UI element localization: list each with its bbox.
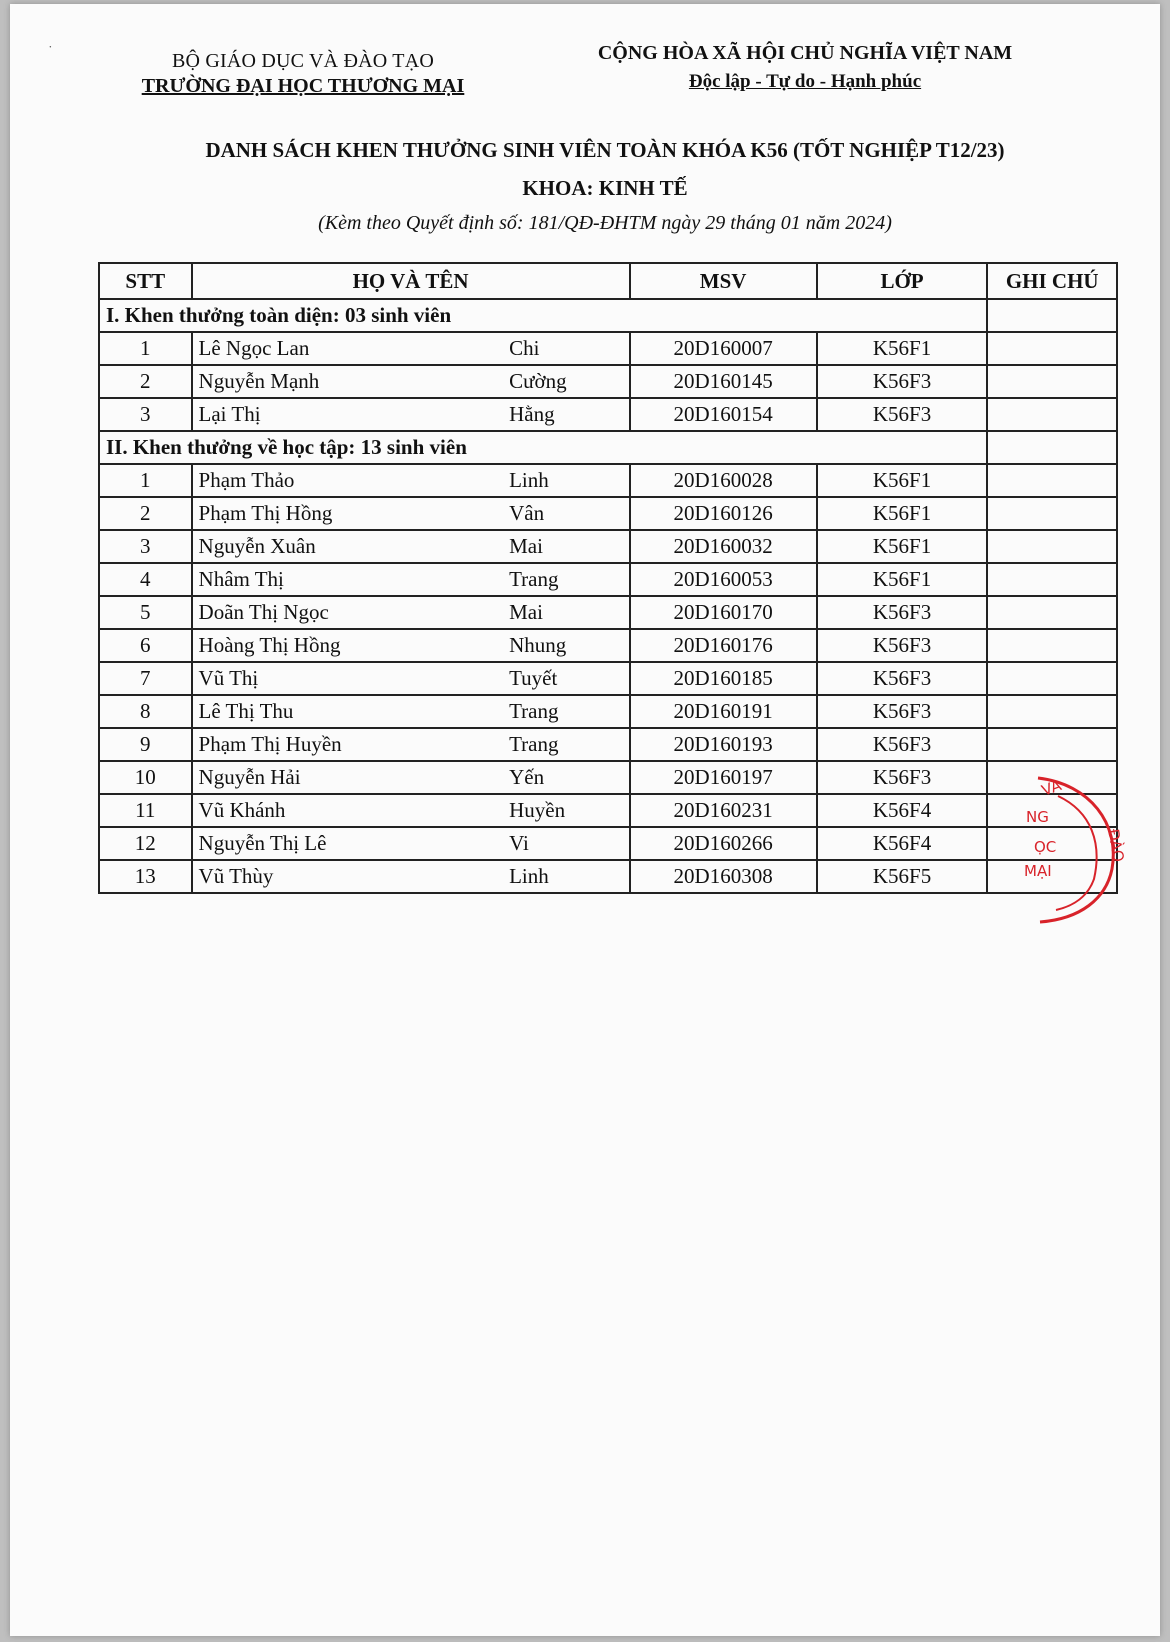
note-cell xyxy=(987,332,1117,365)
table-row xyxy=(99,728,1117,761)
student-given-name-cell: Tuyết xyxy=(503,662,629,695)
class-cell: K56F3 xyxy=(817,365,988,398)
student-id-cell: 20D160231 xyxy=(630,794,817,827)
student-name-cell: Lê Ngọc Lan xyxy=(192,332,504,365)
stt-cell: 12 xyxy=(99,827,192,860)
student-id-cell: 20D160028 xyxy=(630,464,817,497)
student-id-cell: 20D160126 xyxy=(630,497,817,530)
note-cell xyxy=(987,431,1117,464)
table-row xyxy=(99,629,1117,662)
award-table xyxy=(98,262,1118,894)
student-name-cell: Hoàng Thị Hồng xyxy=(192,629,504,662)
stt-cell: 3 xyxy=(99,530,192,563)
seal-text-fragment: MẠI xyxy=(1024,862,1052,880)
table-row xyxy=(99,332,1117,365)
note-cell xyxy=(987,827,1117,860)
table-row xyxy=(99,662,1117,695)
stt-cell: 6 xyxy=(99,629,192,662)
student-name-cell: Doãn Thị Ngọc xyxy=(192,596,504,629)
stt-cell: 13 xyxy=(99,860,192,893)
student-id-cell: 20D160154 xyxy=(630,398,817,431)
table-row xyxy=(99,530,1117,563)
seal-text-fragment: VA xyxy=(1039,776,1064,800)
student-name-cell: Nguyễn Xuân xyxy=(192,530,504,563)
student-name-cell: Nguyễn Hải xyxy=(192,761,504,794)
student-name-cell: Phạm Thị Hồng xyxy=(192,497,504,530)
student-name-cell: Phạm Thảo xyxy=(192,464,504,497)
note-cell xyxy=(987,596,1117,629)
student-name-cell: Nguyễn Thị Lê xyxy=(192,827,504,860)
student-name-cell: Phạm Thị Huyền xyxy=(192,728,504,761)
student-id-cell: 20D160308 xyxy=(630,860,817,893)
student-given-name-cell: Linh xyxy=(503,860,629,893)
class-cell: K56F3 xyxy=(817,398,988,431)
note-cell xyxy=(987,794,1117,827)
class-cell: K56F3 xyxy=(817,695,988,728)
section-title: II. Khen thưởng về học tập: 13 sinh viên xyxy=(99,431,987,464)
national-header xyxy=(570,42,1040,93)
stt-cell: 2 xyxy=(99,497,192,530)
class-cell: K56F1 xyxy=(817,530,988,563)
student-given-name-cell: Mai xyxy=(503,530,629,563)
scan-speck: ˙ xyxy=(48,44,53,59)
note-cell xyxy=(987,728,1117,761)
seal-text-fragment: ĐÀO xyxy=(1104,827,1128,864)
student-given-name-cell: Linh xyxy=(503,464,629,497)
student-id-cell: 20D160193 xyxy=(630,728,817,761)
stt-cell: 11 xyxy=(99,794,192,827)
column-header-stt: STT xyxy=(99,263,192,299)
student-name-cell: Lê Thị Thu xyxy=(192,695,504,728)
student-id-cell: 20D160032 xyxy=(630,530,817,563)
note-cell xyxy=(987,497,1117,530)
section-title: I. Khen thưởng toàn diện: 03 sinh viên xyxy=(99,299,987,332)
student-given-name-cell: Yến xyxy=(503,761,629,794)
table-row xyxy=(99,827,1117,860)
student-given-name-cell: Trang xyxy=(503,728,629,761)
class-cell: K56F5 xyxy=(817,860,988,893)
note-cell xyxy=(987,563,1117,596)
class-cell: K56F4 xyxy=(817,794,988,827)
class-cell: K56F3 xyxy=(817,728,988,761)
class-cell: K56F1 xyxy=(817,497,988,530)
student-id-cell: 20D160053 xyxy=(630,563,817,596)
stt-cell: 8 xyxy=(99,695,192,728)
student-id-cell: 20D160191 xyxy=(630,695,817,728)
issuer-header xyxy=(128,50,478,98)
country-name: CỘNG HÒA XÃ HỘI CHỦ NGHĨA VIỆT NAM xyxy=(597,42,1013,64)
student-given-name-cell: Hằng xyxy=(503,398,629,431)
table-header-row xyxy=(99,263,1117,299)
note-cell xyxy=(987,695,1117,728)
student-name-cell: Nguyễn Mạnh xyxy=(192,365,504,398)
table-row xyxy=(99,596,1117,629)
table-row xyxy=(99,497,1117,530)
note-cell xyxy=(987,662,1117,695)
stt-cell: 3 xyxy=(99,398,192,431)
table-row xyxy=(99,563,1117,596)
student-name-cell: Vũ Thùy xyxy=(192,860,504,893)
student-given-name-cell: Vi xyxy=(503,827,629,860)
stt-cell: 7 xyxy=(99,662,192,695)
column-header-class: LỚP xyxy=(817,263,988,299)
stt-cell: 9 xyxy=(99,728,192,761)
student-given-name-cell: Mai xyxy=(503,596,629,629)
note-cell xyxy=(987,860,1117,893)
student-id-cell: 20D160185 xyxy=(630,662,817,695)
class-cell: K56F3 xyxy=(817,662,988,695)
column-header-name: HỌ VÀ TÊN xyxy=(192,263,630,299)
document-page xyxy=(10,4,1160,1636)
seal-text-fragment: NG xyxy=(1026,808,1049,826)
note-cell xyxy=(987,365,1117,398)
table-row xyxy=(99,695,1117,728)
note-cell xyxy=(987,299,1117,332)
seal-text-fragment: ỌC xyxy=(1034,838,1057,856)
class-cell: K56F3 xyxy=(817,761,988,794)
stt-cell: 1 xyxy=(99,332,192,365)
student-name-cell: Vũ Khánh xyxy=(192,794,504,827)
class-cell: K56F1 xyxy=(817,332,988,365)
decision-note: (Kèm theo Quyết định số: 181/QĐ-ĐHTM ngày 29 tháng 01 năm 2024) xyxy=(318,212,892,234)
class-cell: K56F3 xyxy=(817,629,988,662)
faculty-title: KHOA: KINH TẾ xyxy=(522,176,688,200)
stt-cell: 1 xyxy=(99,464,192,497)
table-row xyxy=(99,398,1117,431)
table-row xyxy=(99,464,1117,497)
student-id-cell: 20D160007 xyxy=(630,332,817,365)
section-row xyxy=(99,299,1117,332)
student-given-name-cell: Trang xyxy=(503,695,629,728)
student-id-cell: 20D160266 xyxy=(630,827,817,860)
table-row xyxy=(99,365,1117,398)
student-id-cell: 20D160170 xyxy=(630,596,817,629)
class-cell: K56F4 xyxy=(817,827,988,860)
class-cell: K56F1 xyxy=(817,464,988,497)
column-header-msv: MSV xyxy=(630,263,817,299)
table-row xyxy=(99,860,1117,893)
stt-cell: 10 xyxy=(99,761,192,794)
note-cell xyxy=(987,530,1117,563)
table-row xyxy=(99,794,1117,827)
section-row xyxy=(99,431,1117,464)
ministry-name: BỘ GIÁO DỤC VÀ ĐÀO TẠO xyxy=(172,50,434,72)
class-cell: K56F1 xyxy=(817,563,988,596)
student-id-cell: 20D160176 xyxy=(630,629,817,662)
student-id-cell: 20D160145 xyxy=(630,365,817,398)
note-cell xyxy=(987,761,1117,794)
student-name-cell: Vũ Thị xyxy=(192,662,504,695)
column-header-note: GHI CHÚ xyxy=(987,263,1117,299)
stt-cell: 4 xyxy=(99,563,192,596)
student-given-name-cell: Chi xyxy=(503,332,629,365)
stt-cell: 5 xyxy=(99,596,192,629)
student-name-cell: Lại Thị xyxy=(192,398,504,431)
student-given-name-cell: Trang xyxy=(503,563,629,596)
document-title: DANH SÁCH KHEN THƯỞNG SINH VIÊN TOÀN KHÓA K56 (TỐT NGHIỆP T12/23) xyxy=(205,138,1005,162)
stt-cell: 2 xyxy=(99,365,192,398)
national-motto: Độc lập - Tự do - Hạnh phúc xyxy=(688,71,922,92)
student-given-name-cell: Huyền xyxy=(503,794,629,827)
table-row xyxy=(99,761,1117,794)
note-cell xyxy=(987,398,1117,431)
university-name: TRƯỜNG ĐẠI HỌC THƯƠNG MẠI xyxy=(141,75,465,97)
student-given-name-cell: Nhung xyxy=(503,629,629,662)
student-given-name-cell: Cường xyxy=(503,365,629,398)
student-given-name-cell: Vân xyxy=(503,497,629,530)
class-cell: K56F3 xyxy=(817,596,988,629)
table-body xyxy=(99,299,1117,893)
student-name-cell: Nhâm Thị xyxy=(192,563,504,596)
note-cell xyxy=(987,629,1117,662)
note-cell xyxy=(987,464,1117,497)
student-id-cell: 20D160197 xyxy=(630,761,817,794)
